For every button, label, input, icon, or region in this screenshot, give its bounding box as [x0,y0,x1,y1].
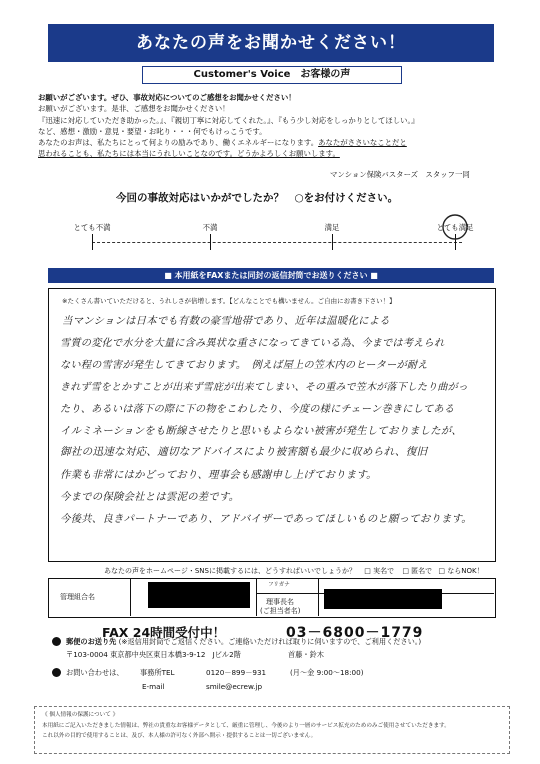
office-tel[interactable]: 0120－899－931 [206,668,267,677]
intro-line: 『迅速に対応していただき助かった。』、『親切丁寧に対応してくれた。』、『もう少し対応をしっかりとしてほしい。』 [38,115,419,125]
mail-address: 〒103-0004 東京都中央区東日本橋3-9-12 Jビル2階 [66,650,241,659]
privacy-line: 本用紙にご記入いただきました情報は、弊社の貴重なお客様データとして、厳重に管理し、今後のより一層のサービス拡充のためのみご使用させていただきます。 [42,723,450,729]
rating-scale-line [92,242,462,243]
email-label: E-mail [142,682,165,691]
mail-staff: 首藤・鈴木 [288,650,324,659]
survey-question: 今回の事故対応はいかがでしたか？ ○をお付けください。 [116,192,399,204]
intro-line: 思われることも、私たちには本当にうれしいことなのです。どうかよろしくお願いします。 [38,149,340,159]
send-instruction-bar: ■ 本用紙をFAXまたは同封の返信封筒でお送りください ■ [48,268,494,283]
handwritten-line: 今までの保険会社とは雲泥の差です。 [60,491,240,503]
handwritten-line: 御社の迅速な対応、適切なアドバイスにより被害額も最少に収められ、復旧 [60,446,428,458]
privacy-title: 《 個人情報の保護について 》 [42,712,119,718]
office-hours: (月～金 9:00～18:00) [290,668,364,677]
bullet-icon [52,637,61,646]
handwritten-line: ない程の雪害が発生してきております。 例えば屋上の笠木内のヒーターが耐え [60,360,428,371]
handwritten-line: 当マンションは日本でも有数の豪雪地帯であり、近年は温暖化による [62,315,390,327]
table-divider [318,579,319,616]
redacted-association-name[interactable] [148,582,250,608]
table-divider [256,579,257,616]
scale-label-dissatisfied: 不満 [202,223,218,232]
page-subtitle: Customer's Voice お客様の声 [142,66,402,84]
email-link[interactable]: smile@ecrew.jp [206,682,263,691]
scale-tick[interactable] [332,234,333,250]
selected-rating-circle [440,212,470,242]
intro-line: お願いがございます。是非、ご感想をお聞かせください！ [38,104,230,114]
handwritten-line: 今後共、良きパートナーであり、アドバイザーであってほしいものと願っております。 [60,513,472,525]
redacted-director-name[interactable] [324,589,442,609]
publish-question: あなたの声をホームページ・SNSに掲載するには、どうすればいいでしょうか？ □ 実名で □ 匿名で □ ならNOK！ [104,567,484,575]
director-label: 理事長名 [266,598,294,606]
mail-section: 郵便のお送り先 (※返信用封筒でご返信ください。ご連絡いただければ取りに伺いますので、ご利用ください。) [66,637,422,646]
comment-note: ※たくさん書いていただけると、うれしさが倍増します。【どんなことでも構いません。ご自由にお書き下さい！】 [62,297,396,305]
handwritten-line: イルミネーションをも断線させたりと思いもよらない被害が発生しておりましたが、 [60,425,463,437]
intro-line: など、感想・激励・意見・要望・お叱り・・・何でもけっこうです。 [38,126,267,136]
office-tel-label: 事務所TEL [140,668,175,677]
scale-label-very-satisfied: とても満足 [436,223,474,232]
checkbox-no[interactable]: □ [438,567,446,575]
director-sub-label: (ご担当者名) [260,607,301,615]
handwritten-line: 作業も非常にはかどっており、理事会も感謝申し上げております。 [60,469,377,481]
intro-line: あなたのお声は、私たちにとって何よりの励みであり、働くエネルギーになります。あなたがささいなことだと [38,138,407,148]
fax-label: FAX 24時間受付中！ [102,625,226,640]
privacy-line: これ以外の目的で使用することは、及び、本人様の許可なく外部へ開示・提供することは一切ございません。 [42,733,317,739]
bullet-icon [52,668,61,677]
furigana-label: フリガナ [268,582,290,588]
scale-label-satisfied: 満足 [324,223,340,232]
handwritten-line: たり、あるいは落下の際に下の物をこわしたり、今度の様にチェーン巻きにしてある [60,404,455,415]
handwritten-line: 雪質の変化で水分を大量に含み異状な重さになってきている為、今までは考えられ [60,338,445,349]
intro-text [38,92,508,160]
scale-label-very-dissatisfied: とても不満 [73,223,111,232]
contact-title: お問い合わせは、 [66,668,124,677]
scale-tick[interactable] [92,234,93,250]
intro-line: お願いがございます。ぜひ、事故対応についてのご感想をお聞かせください！ [38,93,296,102]
page-title: あなたの声をお聞かせください！ [48,24,494,62]
scale-tick[interactable] [210,234,211,250]
fax-number: 03－6800－1779 [286,625,424,641]
table-divider [130,579,131,616]
association-label: 管理組合名 [60,593,95,601]
checkbox-anonymous[interactable]: □ [402,567,409,575]
handwritten-line: きれず雪をとかすことが出来ず雪庇が出来てしまい、その重みで笠木が落下したり曲がっ [60,382,468,393]
checkbox-real-name[interactable]: □ [364,567,371,575]
signature: マンション保険バスターズ スタッフ一同 [330,170,470,179]
